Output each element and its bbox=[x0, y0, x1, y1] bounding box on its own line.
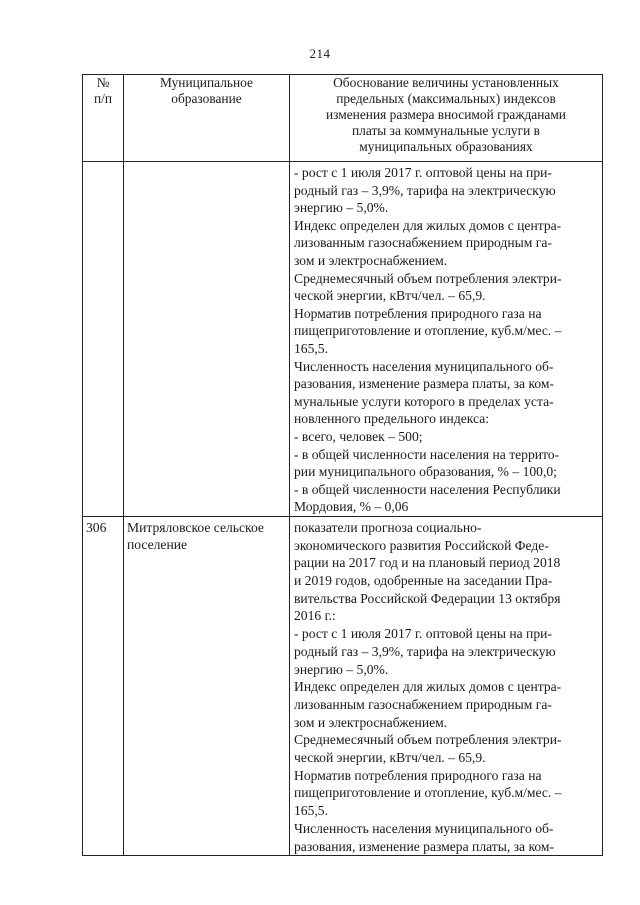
table-row bbox=[83, 516, 603, 855]
municipal-index-table bbox=[82, 74, 603, 856]
justification-line: энергию – 5,0%. bbox=[294, 661, 389, 677]
header-municipality-line: Муниципальное bbox=[160, 75, 253, 90]
row-municipality: Митряловское сельское поселение bbox=[127, 519, 264, 553]
justification-line: родный газ – 3,9%, тарифа на электрическую bbox=[294, 643, 556, 659]
justification-line: и 2019 годов, одобренные на заседании Пра- bbox=[294, 572, 553, 588]
row-justification-cell bbox=[290, 162, 603, 517]
justification-line: Индекс определен для жилых домов с центра- bbox=[294, 217, 562, 233]
row-number-cell bbox=[83, 162, 124, 517]
justification-line: экономического развития Российской Феде- bbox=[294, 537, 549, 553]
justification-line: Среднемесячный объем потребления электри- bbox=[294, 270, 562, 286]
row-municipality-cell bbox=[124, 516, 290, 855]
header-municipality-line: образование bbox=[171, 91, 242, 106]
header-number-line: № bbox=[96, 75, 110, 90]
justification-line: зом и электроснабжением. bbox=[294, 714, 448, 730]
header-justification-line: предельных (максимальных) индексов bbox=[336, 91, 556, 106]
row-municipality-cell bbox=[124, 162, 290, 517]
header-justification-line: платы за коммунальные услуги в bbox=[352, 123, 540, 138]
justification-line: Индекс определен для жилых домов с центра- bbox=[294, 679, 562, 695]
row-justification-text bbox=[290, 517, 602, 855]
justification-line: лизованным газоснабжением природным га- bbox=[294, 696, 552, 712]
justification-line: 165,5. bbox=[294, 340, 328, 356]
justification-line: ческой энергии, кВтч/чел. – 65,9. bbox=[294, 750, 486, 766]
justification-line: 165,5. bbox=[294, 803, 328, 819]
header-justification-line: изменения размера вносимой гражданами bbox=[326, 107, 566, 122]
page-number: 214 bbox=[309, 46, 331, 61]
justification-line: Норматив потребления природного газа на bbox=[294, 305, 542, 321]
justification-line: пищеприготовление и отопление, куб.м/мес. – bbox=[294, 323, 562, 339]
justification-line: новленного предельного индекса: bbox=[294, 411, 490, 427]
row-number-cell bbox=[83, 516, 124, 855]
justification-line: вительства Российской Федерации 13 октября bbox=[294, 590, 561, 606]
justification-line: - всего, человек – 500; bbox=[294, 428, 423, 444]
justification-line: - в общей численности населения на террито- bbox=[294, 446, 560, 462]
justification-line: родный газ – 3,9%, тарифа на электрическую bbox=[294, 182, 556, 198]
justification-line: - рост с 1 июля 2017 г. оптовой цены на при- bbox=[294, 626, 552, 642]
row-municipality bbox=[124, 162, 289, 166]
justification-line: ческой энергии, кВтч/чел. – 65,9. bbox=[294, 288, 486, 304]
header-number-line: п/п bbox=[93, 91, 113, 106]
justification-line: лизованным газоснабжением природным га- bbox=[294, 235, 552, 251]
justification-line: Численность населения муниципального об- bbox=[294, 820, 554, 836]
header-municipality bbox=[124, 75, 290, 162]
justification-line: разования, изменение размера платы, за ком- bbox=[294, 376, 555, 392]
justification-line: 2016 г.: bbox=[294, 608, 336, 624]
justification-line: энергию – 5,0%. bbox=[294, 200, 389, 216]
row-number bbox=[83, 162, 123, 166]
justification-line: Норматив потребления природного газа на bbox=[294, 767, 542, 783]
justification-line: - в общей численности населения Республики bbox=[294, 481, 561, 497]
row-justification-cell bbox=[290, 516, 603, 855]
header-justification-line: муниципальных образованиях bbox=[359, 139, 533, 154]
justification-line: Среднемесячный объем потребления электри- bbox=[294, 732, 562, 748]
justification-line: Мордовия, % – 0,06 bbox=[294, 499, 409, 515]
header-justification bbox=[290, 75, 603, 162]
justification-line: пищеприготовление и отопление, куб.м/мес. – bbox=[294, 785, 562, 801]
justification-line: рации на 2017 год и на плановый период 2018 bbox=[294, 555, 561, 571]
justification-line: мунальные услуги которого в пределах уста- bbox=[294, 393, 554, 409]
justification-line: показатели прогноза социально- bbox=[294, 519, 482, 535]
table-header-row bbox=[83, 75, 603, 162]
header-number bbox=[83, 75, 124, 162]
table-row bbox=[83, 162, 603, 517]
justification-line: зом и электроснабжением. bbox=[294, 252, 448, 268]
row-justification-text bbox=[290, 162, 602, 516]
justification-line: разования, изменение размера платы, за ком- bbox=[294, 838, 555, 854]
justification-line: рии муниципального образования, % – 100,0; bbox=[294, 464, 557, 480]
justification-line: - рост с 1 июля 2017 г. оптовой цены на при- bbox=[294, 165, 552, 180]
justification-line: Численность населения муниципального об- bbox=[294, 358, 554, 374]
row-number: 306 bbox=[86, 519, 107, 535]
header-justification-line: Обоснование величины установленных bbox=[333, 75, 559, 90]
